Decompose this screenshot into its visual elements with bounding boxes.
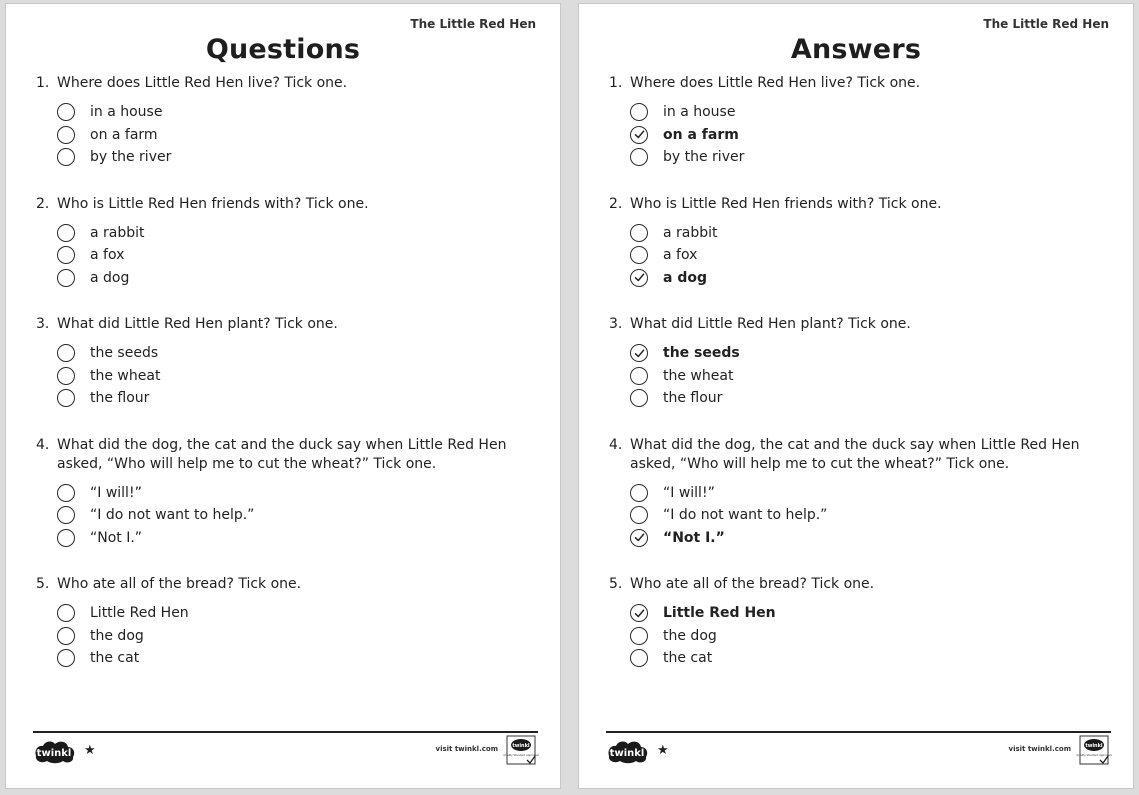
svg-text:Quality Standard Approved: Quality Standard Approved <box>503 754 539 757</box>
option-list <box>630 342 1115 410</box>
answer-list <box>609 74 1115 696</box>
question-row <box>609 195 1115 214</box>
radio-circle-icon[interactable] <box>57 604 75 622</box>
option-list <box>57 602 542 670</box>
radio-circle-icon[interactable] <box>630 506 648 524</box>
website-link[interactable]: visit twinkl.com <box>435 745 498 753</box>
quality-badge-icon <box>503 735 539 765</box>
document-title: The Little Red Hen <box>983 17 1109 31</box>
checked-circle-icon[interactable] <box>630 344 648 362</box>
option-label: a rabbit <box>90 224 145 241</box>
answer-option[interactable] <box>630 267 1115 290</box>
answer-option[interactable] <box>630 244 1115 267</box>
question-row <box>36 195 542 214</box>
radio-circle-icon[interactable] <box>630 367 648 385</box>
option-label: the seeds <box>663 345 740 362</box>
question-2 <box>36 195 542 290</box>
question-5 <box>36 575 542 670</box>
question-row <box>36 315 542 334</box>
footer-divider <box>33 731 538 733</box>
checked-circle-icon[interactable] <box>630 529 648 547</box>
option-list <box>57 222 542 290</box>
question-row <box>36 575 542 594</box>
answer-option[interactable] <box>57 101 542 124</box>
radio-circle-icon[interactable] <box>57 103 75 121</box>
question-5 <box>609 575 1115 670</box>
twinkl-logo-icon <box>605 738 649 764</box>
question-number: 3. <box>609 316 623 332</box>
answer-option[interactable] <box>57 124 542 147</box>
answer-option[interactable] <box>57 387 542 410</box>
question-row <box>609 315 1115 334</box>
answer-option[interactable] <box>630 602 1115 625</box>
option-label: the cat <box>663 650 713 667</box>
radio-circle-icon[interactable] <box>57 148 75 166</box>
option-label: the wheat <box>90 367 161 384</box>
option-label: the flour <box>90 390 150 407</box>
answer-option[interactable] <box>630 504 1115 527</box>
question-list <box>36 74 542 696</box>
svg-text:twinkl: twinkl <box>1085 743 1103 749</box>
radio-circle-icon[interactable] <box>630 649 648 667</box>
footer-divider <box>606 731 1111 733</box>
option-label: the dog <box>90 627 144 644</box>
checked-circle-icon[interactable] <box>630 604 648 622</box>
answer-option[interactable] <box>630 387 1115 410</box>
question-text: Who is Little Red Hen friends with? Tick one. <box>57 195 369 212</box>
questions-page <box>5 3 561 789</box>
document-title: The Little Red Hen <box>410 17 536 31</box>
answer-option[interactable] <box>630 101 1115 124</box>
option-label: Little Red Hen <box>90 605 189 622</box>
question-4 <box>36 436 542 550</box>
question-3 <box>36 315 542 410</box>
option-label: a rabbit <box>663 224 718 241</box>
answer-option[interactable] <box>630 625 1115 648</box>
question-row <box>609 74 1115 93</box>
option-list <box>630 482 1115 550</box>
radio-circle-icon[interactable] <box>57 269 75 287</box>
question-text: Where does Little Red Hen live? Tick one. <box>630 75 921 91</box>
question-number: 1. <box>36 75 50 91</box>
radio-circle-icon[interactable] <box>630 389 648 407</box>
answer-option[interactable] <box>630 146 1115 169</box>
question-row <box>36 436 542 474</box>
radio-circle-icon[interactable] <box>57 126 75 144</box>
radio-circle-icon[interactable] <box>57 367 75 385</box>
question-4 <box>609 436 1115 550</box>
option-list <box>57 482 542 550</box>
option-label: a dog <box>90 269 130 286</box>
radio-circle-icon[interactable] <box>630 103 648 121</box>
radio-circle-icon[interactable] <box>57 344 75 362</box>
answer-option[interactable] <box>630 365 1115 388</box>
option-label: in a house <box>90 104 163 121</box>
quality-badge-icon <box>1076 735 1112 765</box>
option-label: the wheat <box>663 367 734 384</box>
question-text: What did Little Red Hen plant? Tick one. <box>630 316 911 332</box>
option-label: “Not I.” <box>90 529 143 546</box>
question-number: 3. <box>36 316 50 332</box>
question-text: What did the dog, the cat and the duck say when Little Red Hen asked, “Who will help me to cut the wheat?” Tick one. <box>630 436 1080 472</box>
checked-circle-icon[interactable] <box>630 269 648 287</box>
star-icon: ★ <box>657 743 669 758</box>
question-row <box>609 575 1115 594</box>
question-text: Who ate all of the bread? Tick one. <box>630 576 875 592</box>
question-number: 5. <box>609 576 623 592</box>
radio-circle-icon[interactable] <box>57 529 75 547</box>
option-list <box>630 222 1115 290</box>
option-label: a fox <box>663 247 698 264</box>
page-heading: Answers <box>790 34 922 65</box>
page-heading: Questions <box>205 34 361 65</box>
question-number: 1. <box>609 75 623 91</box>
svg-text:twinkl: twinkl <box>36 748 72 759</box>
answer-option[interactable] <box>630 124 1115 147</box>
option-label: the dog <box>663 627 717 644</box>
question-number: 2. <box>36 195 50 212</box>
answer-option[interactable] <box>57 527 542 550</box>
option-label: “I do not want to help.” <box>663 507 828 524</box>
radio-circle-icon[interactable] <box>57 246 75 264</box>
radio-circle-icon[interactable] <box>630 484 648 502</box>
option-label: “Not I.” <box>663 529 725 546</box>
question-text: Who is Little Red Hen friends with? Tick one. <box>630 195 942 212</box>
star-icon: ★ <box>84 743 96 758</box>
svg-text:twinkl: twinkl <box>512 743 530 749</box>
answers-page <box>578 3 1134 789</box>
answer-option[interactable] <box>57 504 542 527</box>
website-link[interactable]: visit twinkl.com <box>1008 745 1071 753</box>
svg-text:Quality Standard Approved: Quality Standard Approved <box>1076 754 1112 757</box>
radio-circle-icon[interactable] <box>57 484 75 502</box>
answer-option[interactable] <box>630 482 1115 505</box>
question-number: 4. <box>36 436 50 453</box>
option-list <box>630 602 1115 670</box>
radio-circle-icon[interactable] <box>630 627 648 645</box>
question-1 <box>36 74 542 169</box>
question-text: Who ate all of the bread? Tick one. <box>57 576 302 592</box>
question-row <box>609 436 1115 474</box>
option-label: a fox <box>90 247 125 264</box>
answer-option[interactable] <box>57 602 542 625</box>
question-2 <box>609 195 1115 290</box>
option-label: “I will!” <box>663 484 715 501</box>
question-text: Where does Little Red Hen live? Tick one. <box>57 75 348 91</box>
answer-option[interactable] <box>57 146 542 169</box>
option-label: the flour <box>663 390 723 407</box>
option-label: by the river <box>90 149 172 166</box>
option-label: “I do not want to help.” <box>90 507 255 524</box>
answer-option[interactable] <box>57 625 542 648</box>
radio-circle-icon[interactable] <box>630 246 648 264</box>
answer-option[interactable] <box>630 342 1115 365</box>
checked-circle-icon[interactable] <box>630 126 648 144</box>
answer-option[interactable] <box>57 482 542 505</box>
answer-option[interactable] <box>57 342 542 365</box>
question-text: What did the dog, the cat and the duck say when Little Red Hen asked, “Who will help me to cut the wheat?” Tick one. <box>57 436 507 472</box>
answer-option[interactable] <box>57 365 542 388</box>
svg-text:twinkl: twinkl <box>609 748 645 759</box>
question-number: 2. <box>609 195 623 212</box>
answer-option[interactable] <box>57 267 542 290</box>
radio-circle-icon[interactable] <box>57 224 75 242</box>
question-number: 4. <box>609 436 623 453</box>
option-label: Little Red Hen <box>663 605 776 622</box>
answer-option[interactable] <box>57 244 542 267</box>
radio-circle-icon[interactable] <box>57 627 75 645</box>
option-label: the cat <box>90 650 140 667</box>
radio-circle-icon[interactable] <box>630 148 648 166</box>
answer-option[interactable] <box>57 647 542 670</box>
option-label: the seeds <box>90 345 159 362</box>
answer-option[interactable] <box>630 222 1115 245</box>
option-label: a dog <box>663 269 707 286</box>
radio-circle-icon[interactable] <box>57 649 75 667</box>
radio-circle-icon[interactable] <box>57 389 75 407</box>
radio-circle-icon[interactable] <box>630 224 648 242</box>
question-row <box>36 74 542 93</box>
option-label: on a farm <box>90 126 158 143</box>
answer-option[interactable] <box>630 527 1115 550</box>
question-1 <box>609 74 1115 169</box>
option-label: in a house <box>663 104 736 121</box>
option-list <box>57 342 542 410</box>
question-number: 5. <box>36 576 50 592</box>
question-text: What did Little Red Hen plant? Tick one. <box>57 316 338 332</box>
option-list <box>630 101 1115 169</box>
radio-circle-icon[interactable] <box>57 506 75 524</box>
question-3 <box>609 315 1115 410</box>
option-label: “I will!” <box>90 484 142 501</box>
option-list <box>57 101 542 169</box>
answer-option[interactable] <box>57 222 542 245</box>
answer-option[interactable] <box>630 647 1115 670</box>
twinkl-logo-icon <box>32 738 76 764</box>
option-label: by the river <box>663 149 745 166</box>
option-label: on a farm <box>663 126 739 143</box>
